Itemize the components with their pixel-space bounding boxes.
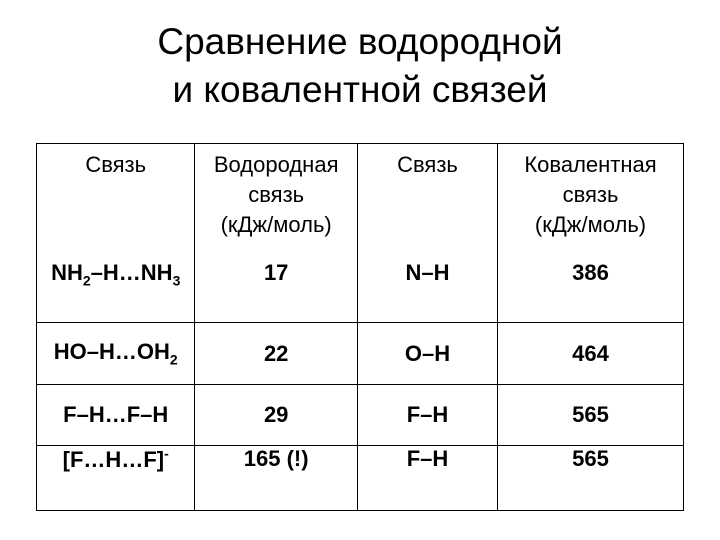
covalent-energy-cell: 565	[498, 446, 684, 511]
covalent-energy-cell: 565	[498, 385, 684, 446]
bond-formula: $NH_2-H\dots NH_3$	[51, 260, 181, 289]
bond-comparison-table	[36, 143, 684, 511]
covalent-bond-cell: F–H	[357, 385, 497, 446]
covalent-bond-cell: O–H	[357, 323, 497, 385]
header-hydrogen-bond-energy: Водородная связь (кДж/моль)	[195, 144, 357, 261]
table-row	[37, 446, 684, 511]
hydrogen-energy-cell: 22	[195, 323, 357, 385]
hydrogen-energy-cell: 165 (!)	[195, 446, 357, 511]
table-row	[37, 385, 684, 446]
title-line-1: Сравнение водородной	[157, 21, 563, 62]
covalent-energy-cell: 464	[498, 323, 684, 385]
covalent-bond-cell: N–H	[357, 260, 497, 323]
bond-formula: [F…H…F]-	[62, 446, 169, 473]
table-row	[37, 323, 684, 385]
hydrogen-bond-cell	[37, 446, 195, 511]
bond-formula: $HO-H\dots OH_2$	[53, 339, 178, 368]
title-line-2: и ковалентной связей	[172, 69, 548, 110]
page-title	[0, 18, 720, 114]
header-covalent-bond-energy: Ковалентная связь (кДж/моль)	[498, 144, 684, 261]
header-covalent-bond: Связь	[357, 144, 497, 261]
hydrogen-bond-cell	[37, 260, 195, 323]
covalent-bond-cell: F–H	[357, 446, 497, 511]
hydrogen-energy-cell: 17	[195, 260, 357, 323]
bond-formula: F–H…F–H	[63, 402, 169, 427]
hydrogen-bond-cell	[37, 323, 195, 385]
hydrogen-bond-cell	[37, 385, 195, 446]
covalent-energy-cell: 386	[498, 260, 684, 323]
table-header-row	[37, 144, 684, 261]
table-row	[37, 260, 684, 323]
hydrogen-energy-cell: 29	[195, 385, 357, 446]
header-bond: Связь	[37, 144, 195, 261]
